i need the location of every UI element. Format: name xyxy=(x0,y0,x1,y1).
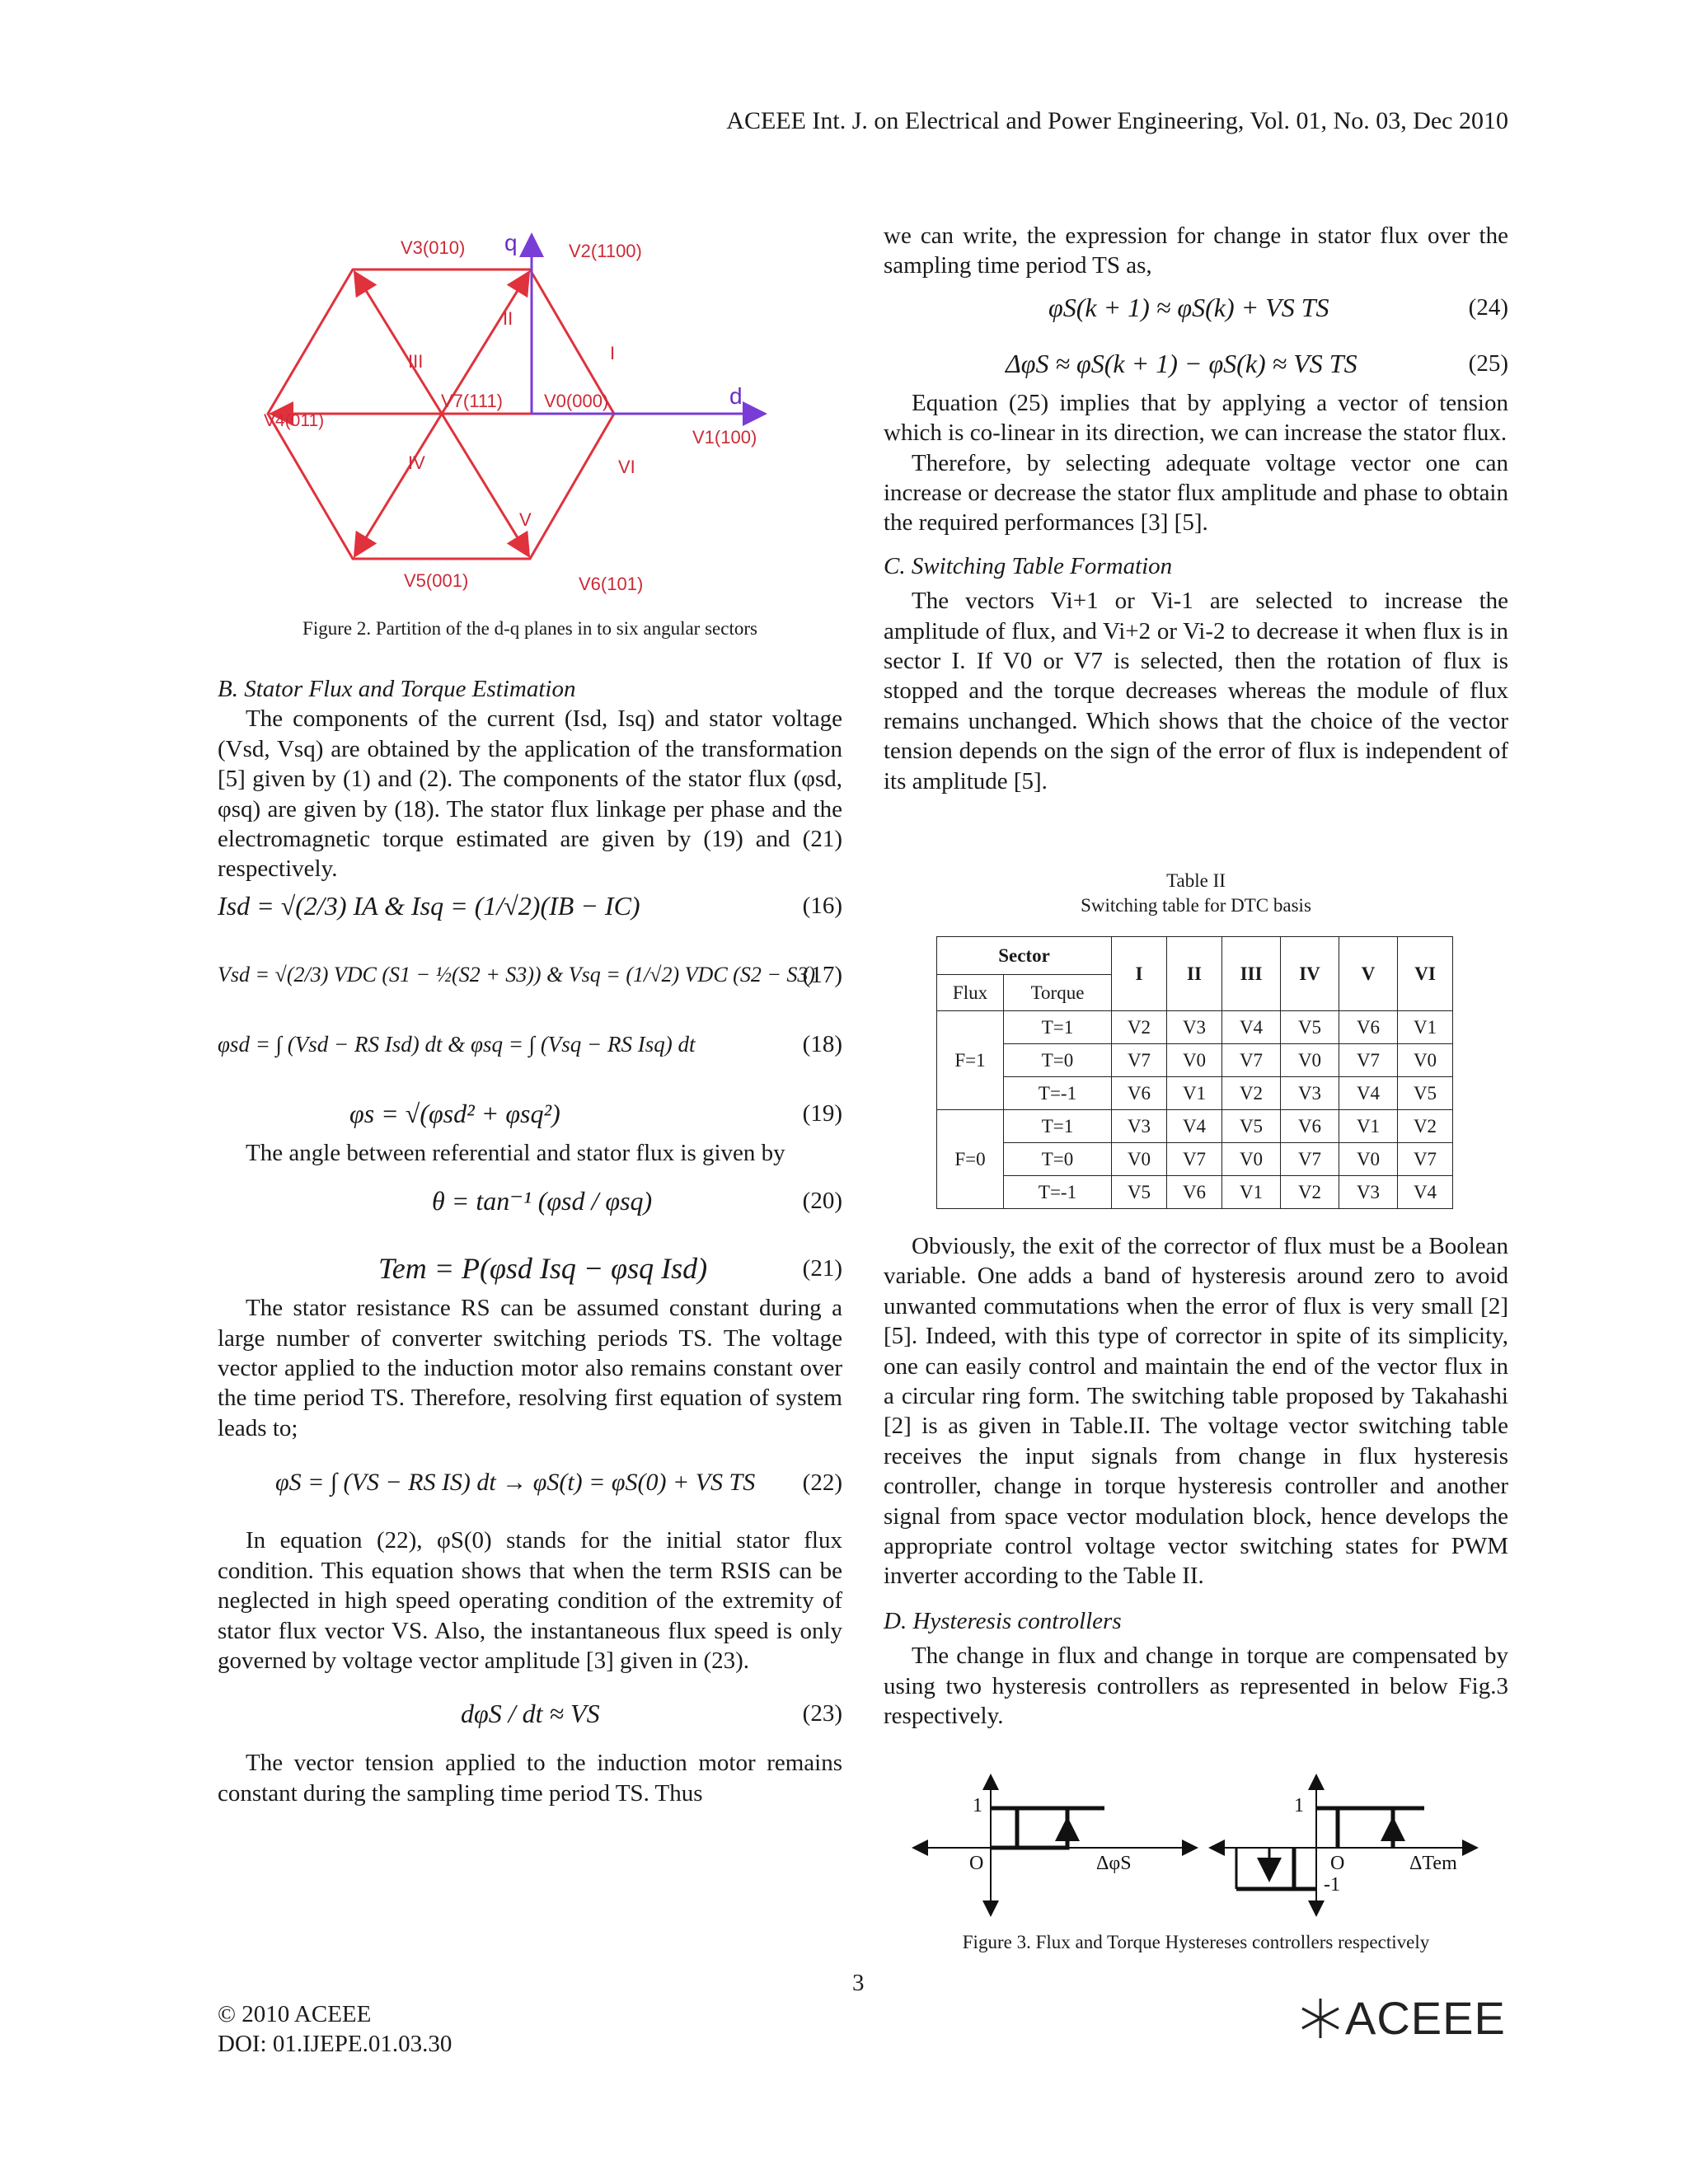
figure-3-hysteresis-diagram xyxy=(907,1772,1484,1920)
equation-16: Isd = √(2/3) IA & Isq = (1/√2)(IB − IC) (16) xyxy=(218,890,842,921)
paragraph-resistance: The stator resistance RS can be assumed constant during a large number of converter switching periods TS. The voltage vector applied to the induction motor also remains constant over the time period TS. Therefore, resolving first equation of system leads to; xyxy=(218,1295,842,1441)
table-header-sector-3: III xyxy=(1222,937,1281,1011)
table-cell: V5 xyxy=(1398,1077,1453,1110)
equation-22: φS = ∫ (VS − RS IS) dt → φS(t) = φS(0) + VS TS (22) xyxy=(275,1469,842,1497)
table-header-torque: Torque xyxy=(1004,975,1112,1011)
table-cell: V7 xyxy=(1167,1143,1222,1176)
paragraph-angle: The angle between referential and stator flux is given by xyxy=(246,1139,785,1166)
table-cell: V2 xyxy=(1112,1011,1167,1044)
table-cell: V0 xyxy=(1398,1044,1453,1077)
table-torque-cell: T=0 xyxy=(1004,1044,1112,1077)
sector-label-4: IV xyxy=(408,452,425,473)
table-flux-0: F=0 xyxy=(937,1110,1004,1209)
equation-18: φsd = ∫ (Vsd − RS Isd) dt & φsq = ∫ (Vsq − RS Isq) dt (18) xyxy=(218,1030,842,1057)
torque-hysteresis-plot xyxy=(1212,1777,1475,1914)
table-header-sector-5: V xyxy=(1339,937,1398,1011)
table-header-sector-6: VI xyxy=(1398,937,1453,1011)
table-cell: V6 xyxy=(1167,1176,1222,1209)
table-cell: V3 xyxy=(1167,1011,1222,1044)
sector-label-5: V xyxy=(519,509,532,530)
paragraph-select: Therefore, by selecting adequate voltage vector one can increase or decrease the stator flux amplitude and phase to obtain the required performances [3] [5]. xyxy=(884,449,1508,537)
table-cell: V0 xyxy=(1222,1143,1281,1176)
table-cell: V3 xyxy=(1281,1077,1339,1110)
table-cell: V7 xyxy=(1339,1044,1398,1077)
q-axis-label: q xyxy=(504,230,518,255)
right-column-top xyxy=(884,221,1508,796)
paragraph-write: we can write, the expression for change in stator flux over the sampling time period TS as, xyxy=(884,223,1508,279)
torque-origin: O xyxy=(1330,1853,1345,1874)
section-c-heading: C. Switching Table Formation xyxy=(884,552,1173,579)
footer-doi: DOI: 01.IJEPE.01.03.30 xyxy=(218,2031,452,2057)
right-column-bottom xyxy=(884,1231,1508,1732)
equation-25: ΔφS ≈ φS(k + 1) − φS(k) ≈ VS TS (25) xyxy=(1006,348,1508,378)
table-cell: V3 xyxy=(1339,1176,1398,1209)
table-cell: V1 xyxy=(1339,1110,1398,1143)
label-v3: V3(010) xyxy=(401,237,466,258)
aceee-star-icon xyxy=(1296,1994,1345,2043)
aceee-logo-text: ACEEE xyxy=(1345,1992,1506,2044)
aceee-logo xyxy=(1296,1991,1506,2045)
paragraph-obviously: Obviously, the exit of the corrector of flux must be a Boolean variable. One adds a band of hysteresis around zero to avoid unwanted commutations when the error of flux is very small [2] [5]. Indeed, with this type of corrector in spite of its simplicity, one can easily control and maintain the end of the vector flux in a circular ring form. The switching table proposed by Takahashi [2] is as given in Table.II. The voltage vector switching table receives the input signals from change in flux hysteresis controller, change in torque hysteresis controller and another signal from space vector modulation block, hence develops the appropriate control voltage vector switching states for PWM inverter according to the Table II. xyxy=(884,1233,1508,1590)
label-v2: V2(1100) xyxy=(569,241,642,261)
left-column xyxy=(218,674,842,1808)
table-cell: V0 xyxy=(1112,1143,1167,1176)
table-cell: V6 xyxy=(1112,1077,1167,1110)
table-cell: V4 xyxy=(1167,1110,1222,1143)
table-cell: V4 xyxy=(1339,1077,1398,1110)
flux-origin: O xyxy=(969,1853,984,1874)
sector-label-1: I xyxy=(610,343,616,363)
table-cell: V5 xyxy=(1281,1011,1339,1044)
table-cell: V7 xyxy=(1398,1143,1453,1176)
table-header-sector-1: I xyxy=(1112,937,1167,1011)
table-cell: V6 xyxy=(1339,1011,1398,1044)
vector-v6-arrow xyxy=(442,414,528,554)
table-torque-cell: T=0 xyxy=(1004,1143,1112,1176)
footer-copyright: © 2010 ACEEE xyxy=(218,2001,372,2027)
table-cell: V2 xyxy=(1222,1077,1281,1110)
table-cell: V7 xyxy=(1281,1143,1339,1176)
flux-hysteresis-plot xyxy=(915,1777,1195,1914)
label-v5: V5(001) xyxy=(404,570,469,591)
sector-label-3: III xyxy=(408,351,424,372)
paragraph-25: Equation (25) implies that by applying a vector of tension which is co-linear in its direction, we can increase the stator flux. xyxy=(884,389,1508,447)
figure-2-hexagon-diagram xyxy=(264,221,791,600)
table-header-flux: Flux xyxy=(937,975,1004,1011)
flux-axis-label: ΔφS xyxy=(1096,1853,1132,1874)
table-cell: V4 xyxy=(1398,1176,1453,1209)
label-v6: V6(101) xyxy=(579,574,644,594)
table-flux-1: F=1 xyxy=(937,1011,1004,1110)
vector-v5-arrow xyxy=(356,414,442,554)
sector-label-6: VI xyxy=(618,457,635,477)
sector-label-2: II xyxy=(503,308,513,329)
table-cell: V6 xyxy=(1281,1110,1339,1143)
switching-table xyxy=(936,936,1453,1209)
vector-v3-arrow xyxy=(356,274,442,414)
figure-2-caption: Figure 2. Partition of the d-q planes in to six angular sectors xyxy=(302,618,757,639)
paragraph-b1: The components of the current (Isd, Isq) and stator voltage (Vsd, Vsq) are obtained by the application of the transformation [5] given by (1) and (2). The components of the stator flux (φsd, φsq) are given by (18). The stator flux linkage per phase and the electromagnetic torque estimated are given by (19) and (21) respectively. xyxy=(218,705,842,883)
paragraph-22: In equation (22), φS(0) stands for the initial stator flux condition. This equation shows that when the term RSIS can be neglected in high speed operating condition of the extremity of stator flux vector VS. Also, the instantaneous flux speed is only governed by voltage vector amplitude [3] given in (23). xyxy=(218,1527,842,1674)
table-2-subtitle: Switching table for DTC basis xyxy=(1081,895,1311,916)
table-cell: V3 xyxy=(1112,1110,1167,1143)
equation-20: θ = tan⁻¹ (φsd / φsq) (20) xyxy=(432,1186,842,1216)
table-cell: V2 xyxy=(1281,1176,1339,1209)
table-cell: V0 xyxy=(1339,1143,1398,1176)
table-cell: V5 xyxy=(1222,1110,1281,1143)
equation-21: Tem = P(φsd Isq − φsq Isd) (21) xyxy=(378,1252,842,1286)
table-cell: V2 xyxy=(1398,1110,1453,1143)
section-d-heading: D. Hysteresis controllers xyxy=(884,1607,1122,1634)
table-cell: V0 xyxy=(1281,1044,1339,1077)
equation-17: Vsd = √(2/3) VDC (S1 − ½(S2 + S3)) & Vsq = (1/√2) VDC (S2 − S3) (17) xyxy=(218,961,842,988)
journal-header: ACEEE Int. J. on Electrical and Power Engineering, Vol. 01, No. 03, Dec 2010 xyxy=(726,107,1508,134)
label-v4: V4(011) xyxy=(264,411,325,430)
label-v7: V7(111) xyxy=(441,391,504,411)
table-cell: V5 xyxy=(1112,1176,1167,1209)
table-header-sector-4: IV xyxy=(1281,937,1339,1011)
d-axis-label: d xyxy=(729,383,743,409)
table-2-title: Table II xyxy=(1166,870,1226,891)
torque-level-one: 1 xyxy=(1294,1795,1304,1816)
torque-axis-label: ΔTem xyxy=(1409,1853,1457,1874)
table-torque-cell: T=-1 xyxy=(1004,1077,1112,1110)
equation-19: φs = √(φsd² + φsq²) (19) xyxy=(349,1098,842,1128)
label-v1: V1(100) xyxy=(692,427,757,448)
table-torque-cell: T=1 xyxy=(1004,1110,1112,1143)
label-v0: V0(000) xyxy=(544,391,609,411)
torque-level-minus-one: -1 xyxy=(1324,1874,1340,1896)
table-cell: V4 xyxy=(1222,1011,1281,1044)
table-cell: V7 xyxy=(1222,1044,1281,1077)
paragraph-d: The change in flux and change in torque are compensated by using two hysteresis controllers as represented in below Fig.3 respectively. xyxy=(884,1643,1508,1730)
table-header-sector-2: II xyxy=(1167,937,1222,1011)
flux-level-one: 1 xyxy=(973,1795,982,1816)
figure-3-caption: Figure 3. Flux and Torque Hystereses controllers respectively xyxy=(962,1932,1430,1952)
equation-24: φS(k + 1) ≈ φS(k) + VS TS (24) xyxy=(1048,292,1508,322)
table-header-sector: Sector xyxy=(937,937,1112,975)
section-b-heading: B. Stator Flux and Torque Estimation xyxy=(218,676,576,702)
paragraph-c: The vectors Vi+1 or Vi-1 are selected to increase the amplitude of flux, and Vi+2 or Vi-2 to decrease it when flux is in sector I. If V0 or V7 is selected, then the rotation of flux is stopped and the torque decreases whereas the module of flux remains unchanged. Which shows that the choice of the vector tension depends on the sign of the error of flux is independent of its amplitude [5]. xyxy=(884,588,1508,794)
table-cell: V7 xyxy=(1112,1044,1167,1077)
table-cell: V1 xyxy=(1167,1077,1222,1110)
paragraph-tension: The vector tension applied to the induction motor remains constant during the sampling time period TS. Thus xyxy=(218,1750,842,1807)
table-cell: V1 xyxy=(1222,1176,1281,1209)
table-torque-cell: T=-1 xyxy=(1004,1176,1112,1209)
page-number: 3 xyxy=(852,1970,865,1996)
table-cell: V1 xyxy=(1398,1011,1453,1044)
table-torque-cell: T=1 xyxy=(1004,1011,1112,1044)
table-cell: V0 xyxy=(1167,1044,1222,1077)
equation-23: dφS / dt ≈ VS (23) xyxy=(461,1699,842,1729)
